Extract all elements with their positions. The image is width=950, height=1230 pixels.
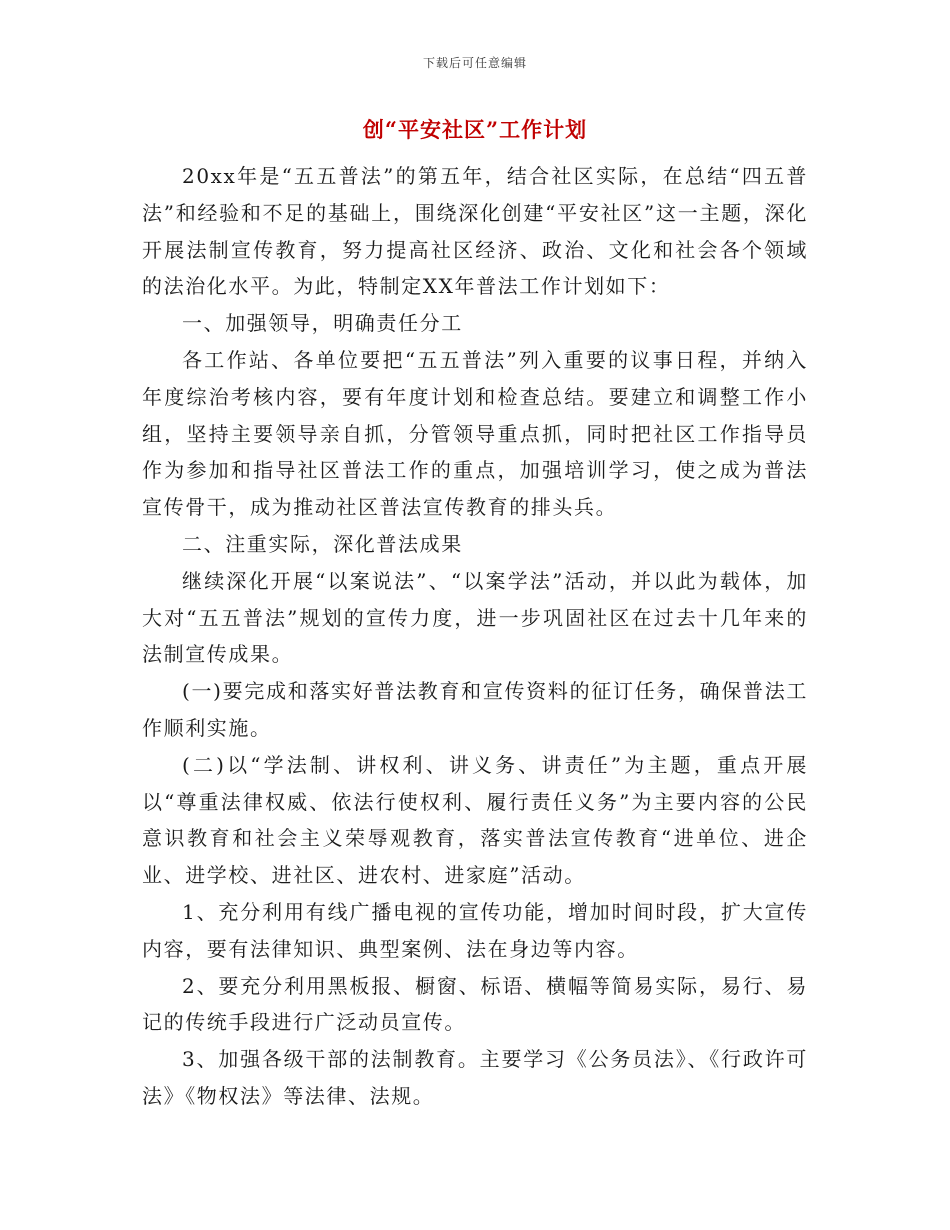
item-paragraph-1: (一)要完成和落实好普法教育和宣传资料的征订任务，确保普法工作顺利实施。 <box>142 679 808 740</box>
section-heading-1: 一、加强领导，明确责任分工 <box>182 311 463 336</box>
intro-paragraph: 20xx年是“五五普法”的第五年，结合社区实际，在总结“四五普法”和经验和不足的基础上，围绕深化创建“平安社区”这一主题，深化开展法制宣传教育，努力提高社区经济、政治、文化和社会各个领域的法治化水平。为此，特制定XX年普法工作计划如下： <box>142 164 808 299</box>
header-note: 下载后可任意编辑 <box>422 56 527 70</box>
numbered-item-3: 3、加强各级干部的法制教育。主要学习《公务员法》、《行政许可法》《物权法》等法律、法规。 <box>142 1047 808 1108</box>
item-paragraph-2: (二)以“学法制、讲权利、讲义务、讲责任”为主题，重点开展以“尊重法律权威、依法行使权利、履行责任义务”为主要内容的公民意识教育和社会主义荣辱观教育，落实普法宣传教育“进单位、进企业、进学校、进社区、进农村、进家庭”活动。 <box>142 752 808 888</box>
section-2-paragraph: 继续深化开展“以案说法”、“以案学法”活动，并以此为载体，加大对“五五普法”规划的宣传力度，进一步巩固社区在过去十几年来的法制宣传成果。 <box>142 568 808 667</box>
numbered-item-2: 2、要充分利用黑板报、橱窗、标语、横幅等简易实际，易行、易记的传统手段进行广泛动员宣传。 <box>142 973 808 1035</box>
document-title: 创“平安社区”工作计划 <box>362 117 588 142</box>
section-heading-2: 二、注重实际，深化普法成果 <box>182 531 463 556</box>
numbered-item-1: 1、充分利用有线广播电视的宣传功能，增加时间时段，扩大宣传内容，要有法律知识、典型案例、法在身边等内容。 <box>142 899 808 961</box>
section-1-paragraph: 各工作站、各单位要把“五五普法”列入重要的议事日程，并纳入年度综治考核内容，要有年度计划和检查总结。要建立和调整工作小组，坚持主要领导亲自抓，分管领导重点抓，同时把社区工作指导员作为参加和指导社区普法工作的重点，加强培训学习，使之成为普法宣传骨干，成为推动社区普法宣传教育的排头兵。 <box>142 347 808 520</box>
document-body <box>142 158 808 1115</box>
